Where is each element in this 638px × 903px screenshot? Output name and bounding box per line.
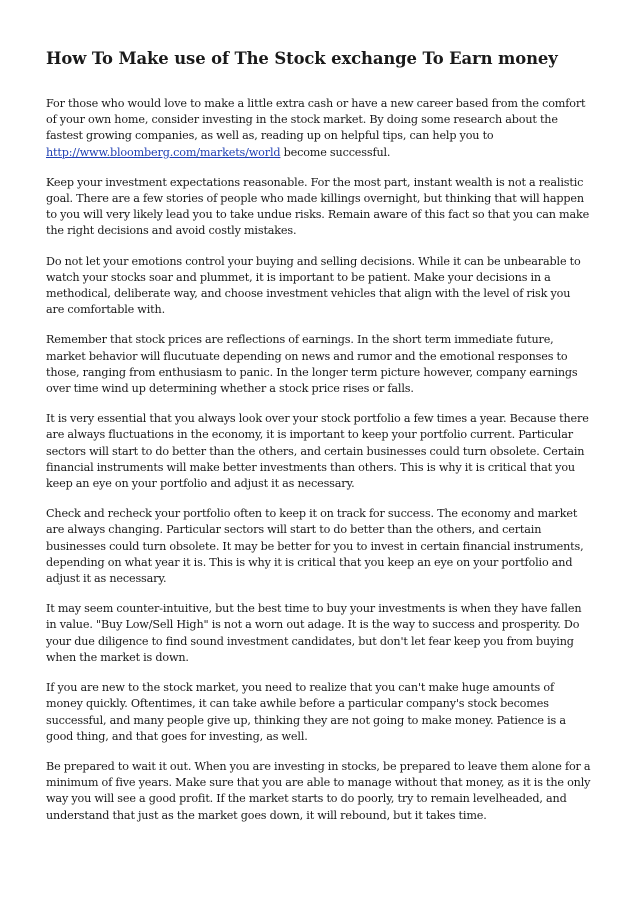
paragraph-intro-text-end: become successful. (280, 145, 391, 159)
paragraph-buy-low: It may seem counter-intuitive, but the best time to buy your investments is when they have fallen in value. "Buy Low/Sell High" is not a worn out adage. It is the way to success and prosperity. Do your due diligence to find sound investment candidates, but don't let fear keep you from buying when the market is down. (46, 602, 582, 664)
paragraph-recheck-portfolio: Check and recheck your portfolio often to keep it on track for success. The economy and market are always changing. Particular sectors will start to do better than the others, and certain businesses could turn obsolete. It may be better for you to invest in certain financial instruments, depending on what year it is. This is why it is critical that you keep an eye on your portfolio and adjust it as necessary. (46, 507, 584, 586)
paragraph-earnings: Remember that stock prices are reflections of earnings. In the short term immediate future, market behavior will flucutuate depending on news and rumor and the emotional responses to those, ranging from enthusiasm to panic. In the longer term picture however, company earnings over time wind up determining whether a stock price rises or falls. (46, 333, 578, 396)
page-title: How To Make use of The Stock exchange To Earn money (46, 49, 558, 68)
paragraph-intro (46, 96, 591, 161)
paragraph-emotions: Do not let your emotions control your buying and selling decisions. While it can be unbearable to watch your stocks soar and plummet, it is important to be patient. Make your decisions in a methodical, deliberate way, and choose investment vehicles that align with the level of risk you are comfortable with. (46, 254, 581, 317)
document-page (46, 48, 591, 838)
paragraph-expectations: Keep your investment expectations reasonable. For the most part, instant wealth is not a realistic goal. There are a few stories of people who made killings overnight, but thinking that will happen to you will very likely lead you to take undue risks. Remain aware of this fact so that you can make the right decisions and avoid costly mistakes. (46, 175, 590, 238)
paragraph-wait-it-out: Be prepared to wait it out. When you are investing in stocks, be prepared to leave them alone for a minimum of five years. Make sure that you are able to manage without that money, as it is the only way you will see a good profit. If the market starts to do poorly, try to remain levelheaded, and understand that just as the market goes down, it will rebound, but it takes time. (46, 759, 591, 822)
bloomberg-link[interactable]: http://www.bloomberg.com/markets/world (46, 145, 281, 159)
paragraph-portfolio-review: It is very essential that you always look over your stock portfolio a few times a year. Because there are always fluctuations in the economy, it is important to keep your portfolio current. Particular sectors will start to do better than the others, and certain businesses could turn obsolete. Certain financial instruments will make better investments than others. This is why it is critical that you keep an eye on your portfolio and adjust it as necessary. (46, 412, 589, 491)
paragraph-new-investors: If you are new to the stock market, you need to realize that you can't make huge amounts of money quickly. Oftentimes, it can take awhile before a particular company's stock becomes successful, and many people give up, thinking they are not going to make money. Patience is a good thing, and that goes for investing, as well. (46, 681, 566, 743)
paragraph-intro-text: For those who would love to make a little extra cash or have a new career based from the comfort of your own home, consider investing in the stock market. By doing some research about the fastest growing companies, as well as, reading up on helpful tips, can help you to (46, 97, 586, 143)
